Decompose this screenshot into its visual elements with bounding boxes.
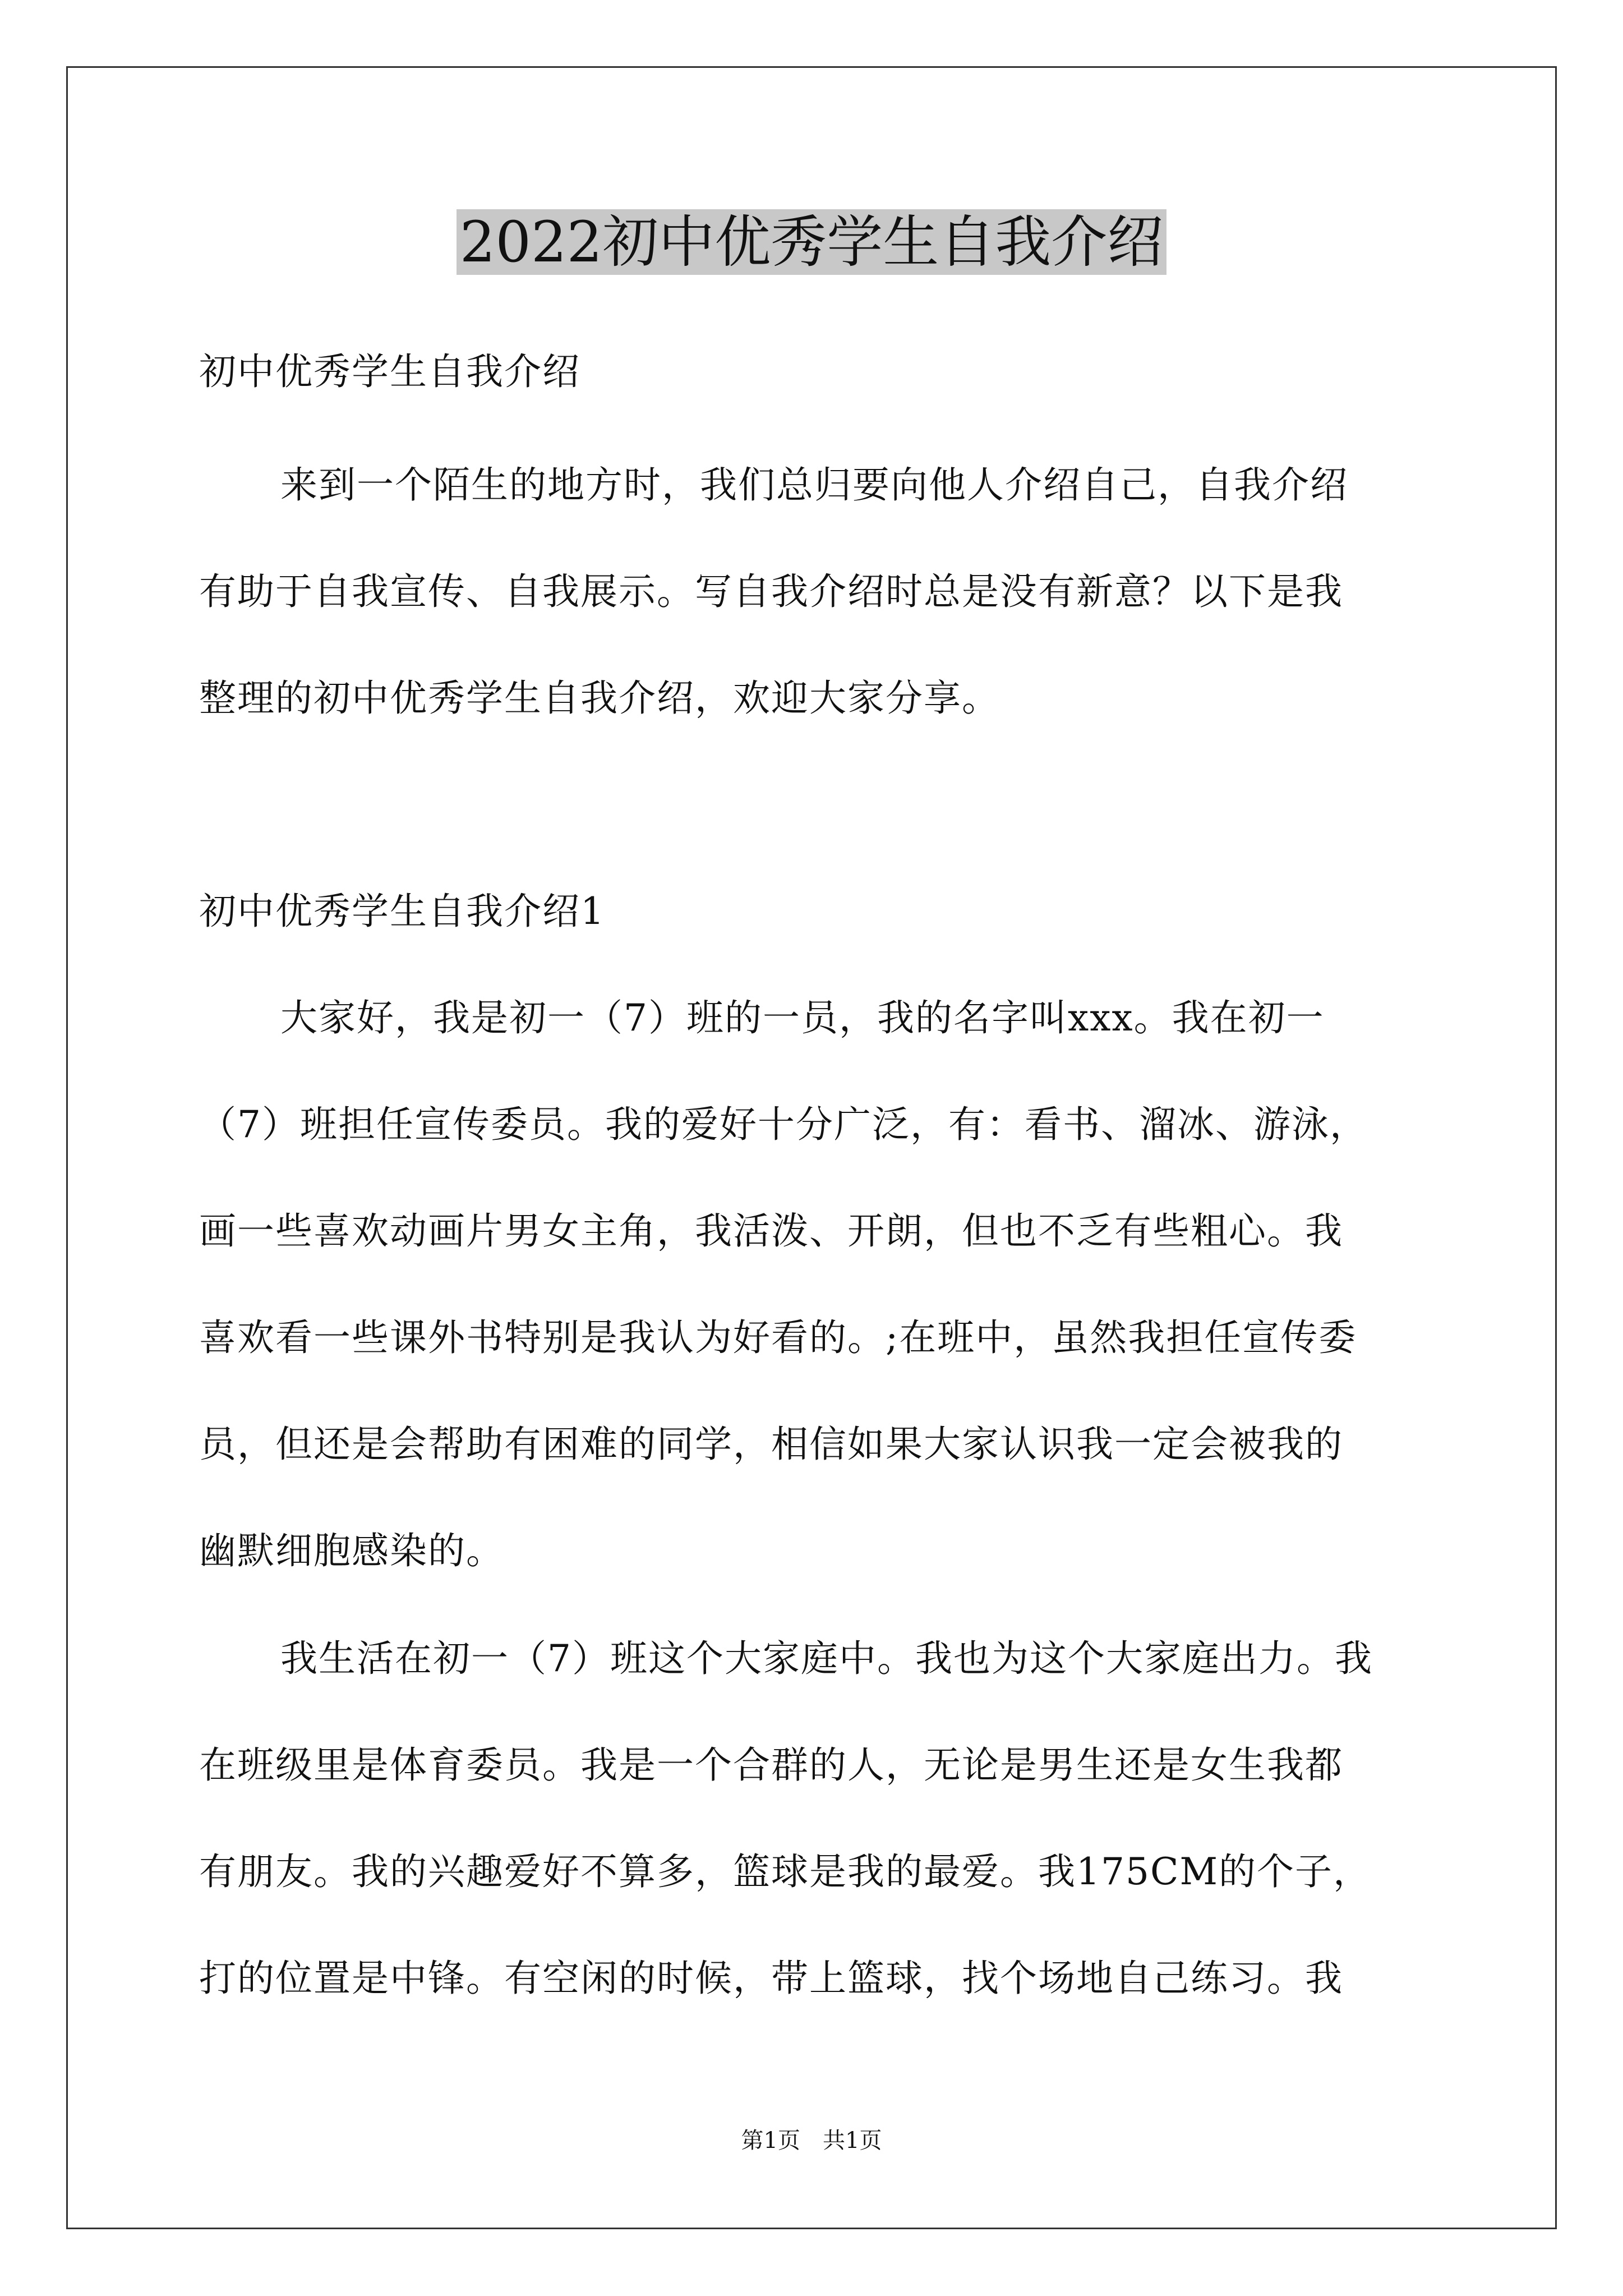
document-title [0, 203, 1623, 282]
paragraph-line: 有朋友。我的兴趣爱好不算多，篮球是我的最爱。我175CM的个子， [199, 1850, 1372, 1893]
section-heading: 初中优秀学生自我介绍 [199, 350, 580, 393]
paragraph-line: 在班级里是体育委员。我是一个合群的人，无论是男生还是女生我都 [199, 1743, 1343, 1787]
paragraph-line: 喜欢看一些课外书特别是我认为好看的。;在班中，虽然我担任宣传委 [199, 1316, 1357, 1359]
paragraph-line: （7）班担任宣传委员。我的爱好十分广泛，有：看书、溜冰、游泳， [199, 1103, 1368, 1146]
page-footer: 第1页 共1页 [741, 2128, 882, 2154]
section-heading: 初中优秀学生自我介绍1 [199, 890, 605, 933]
paragraph-line: 大家好，我是初一（7）班的一员，我的名字叫xxx。我在初一 [280, 996, 1325, 1039]
paragraph-line: 有助于自我宣传、自我展示。写自我介绍时总是没有新意？以下是我 [199, 570, 1343, 613]
document-title-text: 2022初中优秀学生自我介绍 [457, 209, 1167, 275]
paragraph-line: 我生活在初一（7）班这个大家庭中。我也为这个大家庭出力。我 [280, 1637, 1373, 1680]
paragraph-line: 员，但还是会帮助有困难的同学，相信如果大家认识我一定会被我的 [199, 1423, 1343, 1466]
paragraph-line: 打的位置是中锋。有空闲的时候，带上篮球，找个场地自己练习。我 [199, 1957, 1343, 2000]
paragraph-line: 整理的初中优秀学生自我介绍，欢迎大家分享。 [199, 677, 1000, 720]
paragraph-line: 幽默细胞感染的。 [199, 1529, 504, 1572]
paragraph-line: 画一些喜欢动画片男女主角，我活泼、开朗，但也不乏有些粗心。我 [199, 1209, 1343, 1253]
paragraph-line: 来到一个陌生的地方时，我们总归要向他人介绍自己，自我介绍 [280, 463, 1348, 507]
